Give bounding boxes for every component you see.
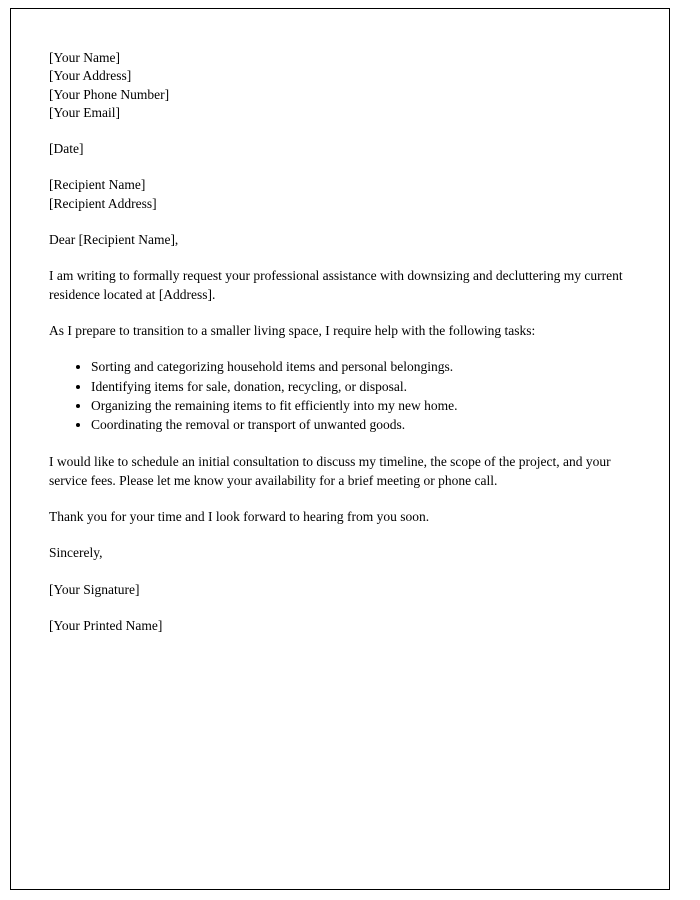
paragraph-thanks: Thank you for your time and I look forward to hearing from you soon. [49,509,430,525]
date-block [49,140,629,158]
paragraph-intro: I am writing to formally request your professional assistance with downsizing and decluttering my current residence located at [Address]. [49,268,623,302]
sender-address: [Your Address] [49,68,132,84]
signature-placeholder: [Your Signature] [49,581,140,597]
task-item-sorting: • Sorting and categorizing household items and personal belongings. [91,358,629,377]
sender-block [49,49,629,122]
task-item-coordinating: • Coordinating the removal or transport of unwanted goods. [91,416,629,435]
printed-name-placeholder: [Your Printed Name] [49,617,163,633]
paragraph-tasks-lead: As I prepare to transition to a smaller living space, I require help with the following tasks: [49,322,536,338]
paragraph-consultation: I would like to schedule an initial consultation to discuss my timeline, the scope of the project, and your service fees. Please let me know your availability for a brief meeting or phone call. [49,454,611,488]
recipient-block [49,176,629,213]
sender-email: [Your Email] [49,104,121,120]
task-list [49,358,629,435]
task-item-identifying: • Identifying items for sale, donation, recycling, or disposal. [91,378,629,397]
task-item-organizing: • Organizing the remaining items to fit efficiently into my new home. [91,397,629,416]
sender-phone: [Your Phone Number] [49,86,170,102]
salutation: Dear [Recipient Name], [49,232,179,248]
letter-page [10,8,670,890]
date-line: [Date] [49,141,84,157]
recipient-name: [Recipient Name] [49,177,146,193]
sender-name: [Your Name] [49,50,120,65]
closing: Sincerely, [49,545,103,561]
recipient-address: [Recipient Address] [49,195,157,211]
